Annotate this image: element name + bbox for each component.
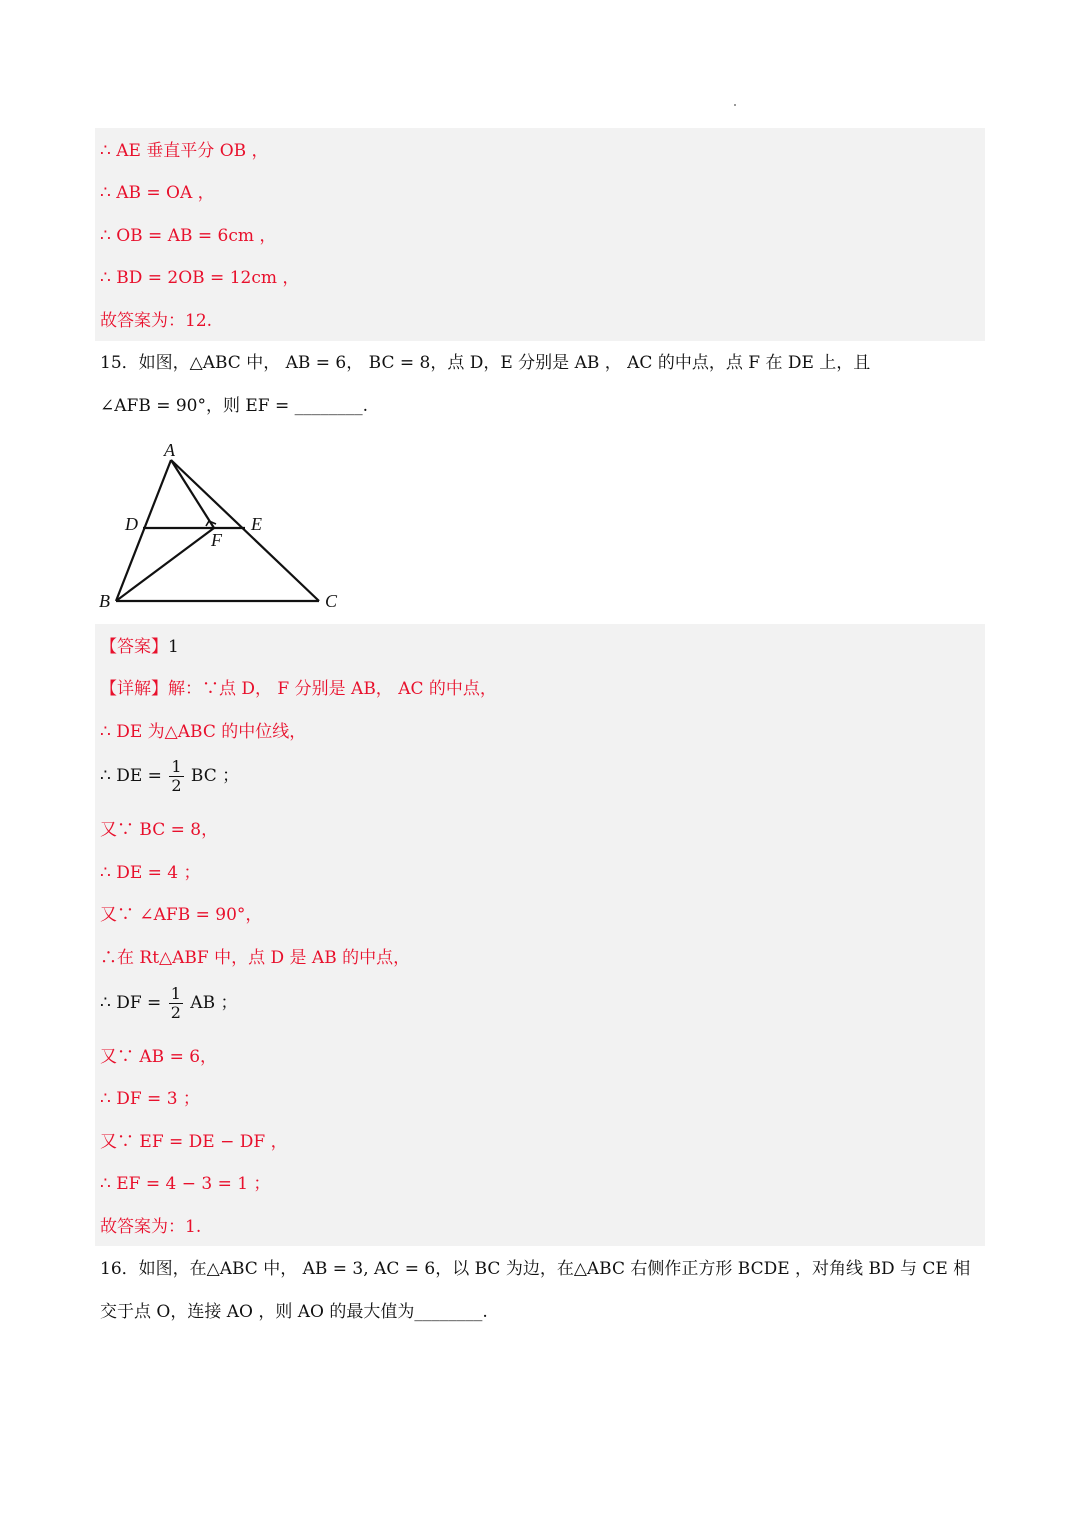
detail-text: 解：∵点 D， F 分别是 AB， AC 的中点， [168,679,497,699]
step2-rhs: BC ； [190,766,240,786]
detail-tag: 【详解】 [100,679,168,699]
label-e: E [251,514,262,534]
step7-rhs: AB ； [190,993,238,1013]
sol15-step-10: 又∵ EF = DE − DF ， [100,1132,288,1152]
answer-line [100,636,179,658]
label-b: B [99,591,110,611]
answer-tag: 【答案】 [100,637,168,657]
label-a: A [164,440,175,460]
sol15-step-11: ∴ EF = 4 − 3 = 1 ； [100,1174,271,1194]
sol14-line-1: ∴ AE 垂直平分 OB ， [100,141,269,161]
label-f: F [211,530,222,550]
sol15-step-3: 又∵ BC = 8， [100,820,219,840]
sol15-step-9: ∴ DF = 3 ； [100,1089,200,1109]
sol14-line-2: ∴ AB = OA ， [100,183,215,203]
sol15-step-7 [100,985,237,1022]
sol14-line-4: ∴ BD = 2OB = 12cm ， [100,268,300,288]
step7-lhs: ∴ DF = [100,993,162,1013]
segment-ac [171,460,319,601]
sol15-step-1: ∴ DE 为△ABC 的中位线， [100,722,307,742]
fraction-half: $\frac{1}{2}$ [170,984,181,1022]
answer-value: 1 [168,637,179,657]
sol14-line-3: ∴ OB = AB = 6cm ， [100,226,277,246]
sol15-step-6: ∴在 Rt△ABF 中，点 D 是 AB 的中点， [100,948,411,968]
problem-15-line-1: 15．如图，△ABC 中， AB = 6， BC = 8，点 D，E 分别是 AB ， AC 的中点，点 F 在 DE 上，且 [100,353,871,373]
sol15-step-8: 又∵ AB = 6， [100,1047,218,1067]
step2-lhs: ∴ DE = [100,766,162,786]
problem-15-line-2: ∠AFB = 90°，则 EF = ________. [100,396,369,416]
problem-16-line-2: 交于点 O，连接 AO ，则 AO 的最大值为________. [100,1302,488,1322]
sol15-step-4: ∴ DE = 4 ； [100,863,201,883]
sol14-final-answer: 故答案为：12. [100,311,213,331]
fraction-half: $\frac{1}{2}$ [171,757,182,795]
page-dot [734,104,736,106]
detail-line [100,678,497,700]
problem-16-line-1: 16．如图，在△ABC 中， AB = 3, AC = 6，以 BC 为边，在△ABC 右侧作正方形 BCDE ，对角线 BD 与 CE 相 [100,1259,971,1279]
label-d: D [125,514,138,534]
label-c: C [325,591,338,611]
triangle-figure [95,436,355,616]
sol15-step-5: 又∵ ∠AFB = 90°， [100,905,263,925]
sol15-step-2 [100,758,239,795]
sol15-final-answer: 故答案为：1. [100,1217,202,1237]
